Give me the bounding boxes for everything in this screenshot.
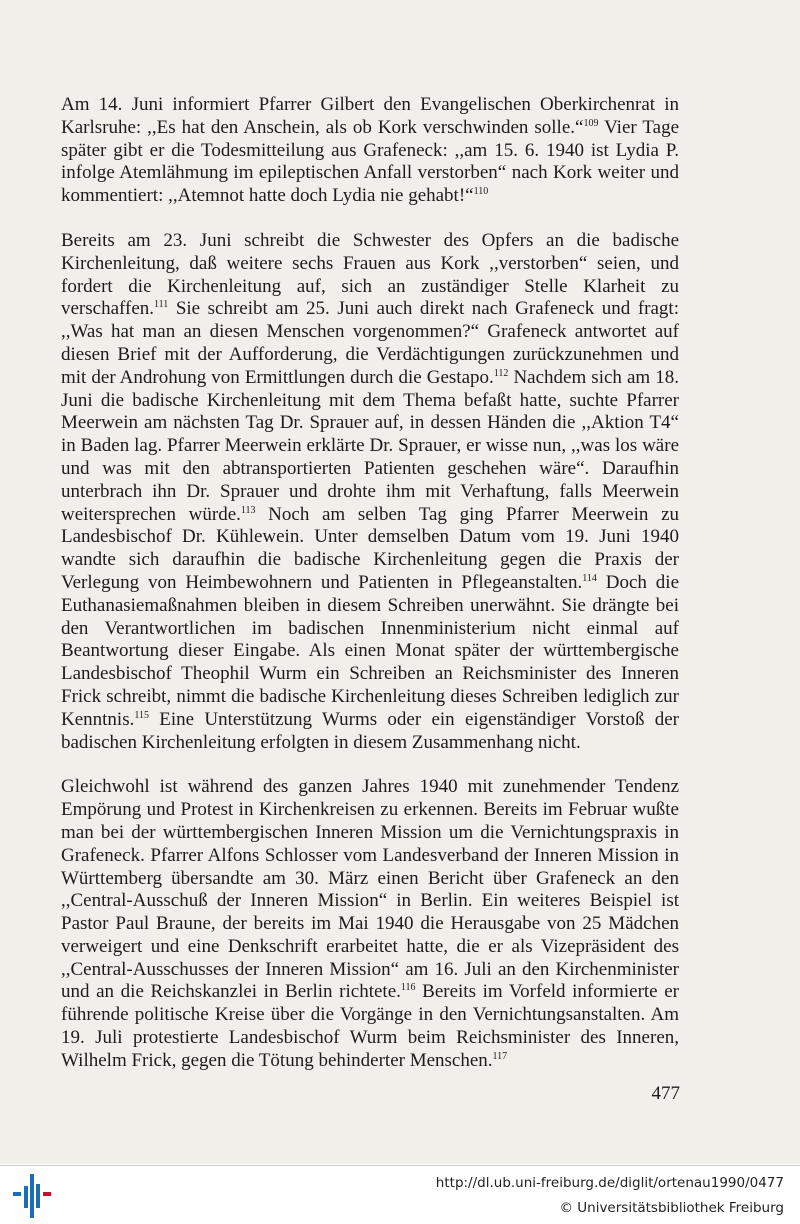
paragraph-3: [61, 776, 679, 1072]
paragraph-text: Bereits im Vorfeld informierte er führende politische Kreise über die Vorgänge in den Vernichtungsanstalten. Am 19. Juli protestierte Landesbischof Wurm beim Reichsminister des Inneren, Wilhelm Frick, gegen die Tötung behinderter Menschen.: [61, 981, 679, 1071]
paragraph-text: Bereits am 23. Juni schreibt die Schwester des Opfers an die badische Kirchenleitung, daß weitere sechs Frauen aus Kork ,,verstorben“ seien, und fordert die Kirchenleitung auf, sich an zuständiger Stelle Klarheit zu verschaffen.: [61, 229, 679, 320]
page-body: [61, 94, 679, 1073]
footer-divider: [0, 1165, 800, 1166]
footnote-reference: 113: [240, 504, 256, 516]
footer-url-link[interactable]: http://dl.ub.uni-freiburg.de/diglit/ortenau1990/0477: [435, 1175, 784, 1191]
footnote-reference: 110: [473, 186, 489, 198]
paragraph-text: Vier Tage später gibt er die Todesmitteilung aus Grafeneck: ,,am 15. 6. 1940 ist Lydia P. infolge Atemlähmung im epileptischen Anfall verstorben“ nach Kork weiter und kommentiert: ,,Atemnot hatte doch Lydia nie gehabt!“: [61, 116, 680, 207]
paragraph-text: Gleichwohl ist während des ganzen Jahres 1940 mit zunehmender Tendenz Empörung und Protest in Kirchenkreisen zu erkennen. Bereits im Februar wußte man bei der württembergischen Inneren Mission um die Vernichtungspraxis in Grafeneck. Pfarrer Alfons Schlosser vom Landesverband der Inneren Mission in Württemberg übersandte am 30. März einen Bericht über Grafeneck an den ,,Central-Ausschuß der Inneren Mission“ in Berlin. Ein weiteres Beispiel ist Pastor Paul Braune, der bereits im Mai 1940 die Herausgabe von 25 Mädchen verweigert und eine Denkschrift erarbeitet hatte, die er als Vizepräsident des ,,Central-Ausschusses der Inneren Mission“ am 16. Juli an den Kirchenminister und an die Reichskanzlei in Berlin richtete.: [61, 776, 679, 1003]
footnote-reference: 112: [493, 367, 509, 379]
footer-copyright: © Universitätsbibliothek Freiburg: [559, 1200, 784, 1216]
paragraph-2: [61, 230, 679, 754]
paragraph-1: [61, 94, 679, 208]
paragraph-text: Am 14. Juni informiert Pfarrer Gilbert den Evangelischen Oberkirchenrat in Karlsruhe: ,,Es hat den Anschein, als ob Kork verschwinden solle.“: [61, 94, 679, 138]
paragraph-text: Sie schreibt am 25. Juni auch direkt nach Grafeneck und fragt: ,,Was hat man an diesen Menschen vorgenommen?“ Grafeneck antwortet auf diesen Brief mit der Aufforderung, die Verdächtigungen zurückzunehmen und mit der Androhung von Ermittlungen durch die Gestapo.: [61, 298, 679, 388]
footnote-reference: 111: [154, 299, 169, 311]
paragraph-text: Doch die Euthanasiemaßnahmen bleiben in diesem Schreiben unerwähnt. Sie drängte bei den Verantwortlichen im badischen Innenministerium nicht einmal auf Beantwortung dieser Eingabe. Als einen Monat später der württembergische Landesbischof Theophil Wurm ein Schreiben an Reichsminister des Inneren Frick schreibt, nimmt die badische Kirchenleitung dieses Schreiben lediglich zur Kenntnis.: [61, 571, 679, 730]
ub-freiburg-logo-icon: [10, 1170, 54, 1218]
footnote-reference: 115: [134, 709, 149, 721]
footnote-reference: 114: [582, 572, 597, 584]
footnote-reference: 109: [583, 117, 599, 129]
footnote-reference: 117: [492, 1050, 508, 1062]
paragraph-text: Eine Unterstützung Wurms oder ein eigenständiger Vorstoß der badischen Kirchenleitung erfolgten in diesem Zusammenhang nicht.: [61, 708, 679, 753]
paragraph-text: Noch am selben Tag ging Pfarrer Meerwein zu Landesbischof Dr. Kühlewein. Unter demselben Datum vom 19. Juni 1940 wandte sich daraufhin die badische Kirchenleitung gegen die Praxis der Verlegung von Heimbewohnern und Patienten in Pflegeanstalten.: [61, 503, 680, 593]
paragraph-text: Nachdem sich am 18. Juni die badische Kirchenleitung mit dem Thema befaßt hatte, suchte Pfarrer Meerwein am nächsten Tag Dr. Sprauer auf, in dessen Händen die ,,Aktion T4“ in Baden lag. Pfarrer Meerwein erklärte Dr. Sprauer, er wisse nun, ,,was los wäre und was mit den abtransportierten Patienten geschehen wäre“. Daraufhin unterbrach ihn Dr. Sprauer und drohte ihm mit Verhaftung, falls Meerwein weitersprechen würde.: [61, 366, 679, 525]
page-number: 477: [651, 1083, 680, 1104]
footnote-reference: 116: [400, 982, 416, 994]
